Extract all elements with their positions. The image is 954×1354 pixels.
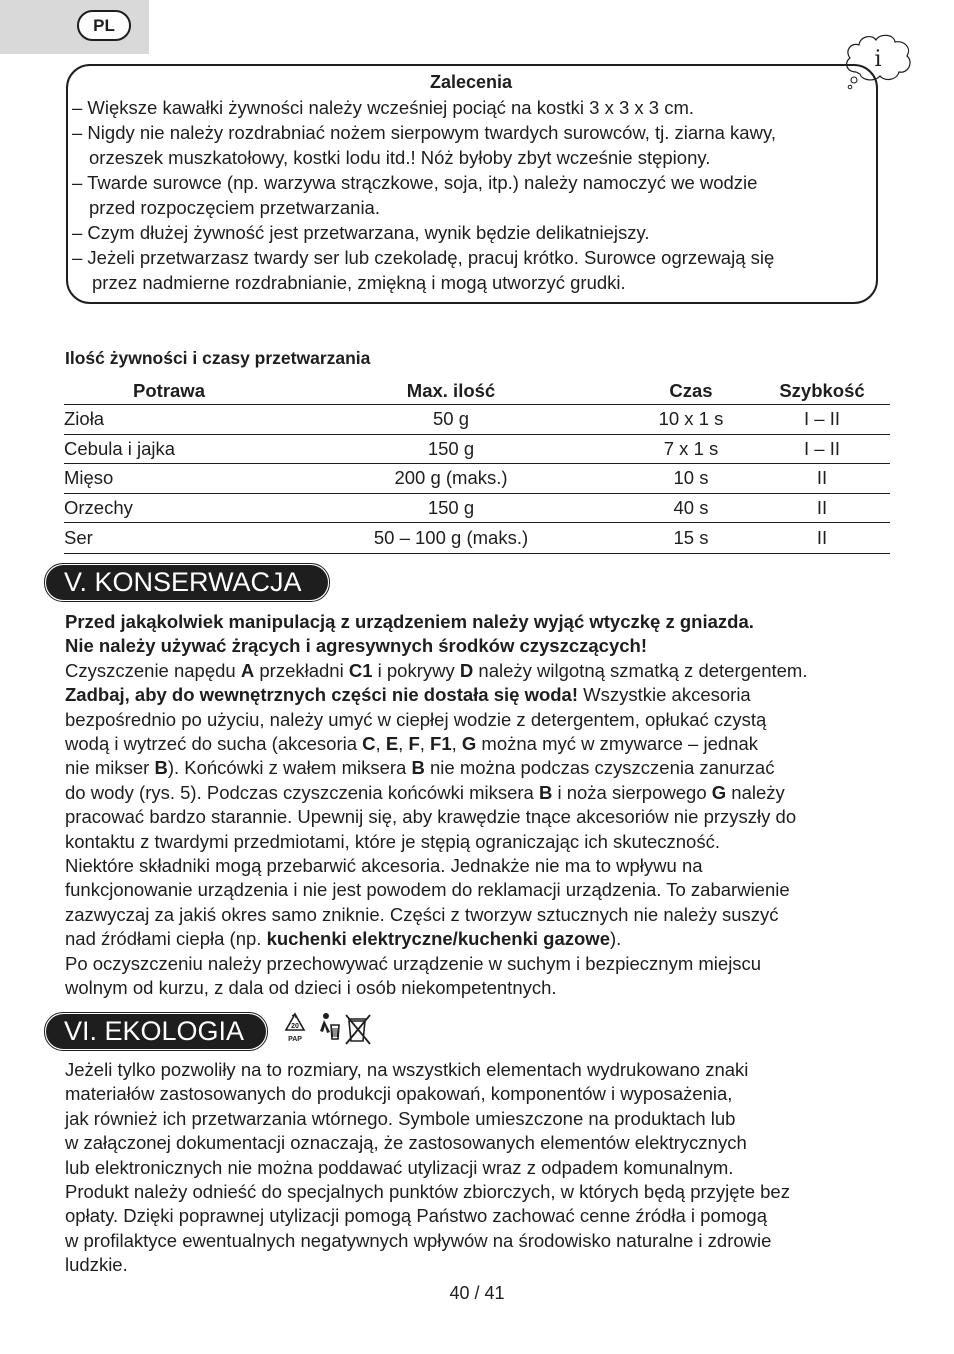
text: Po oczyszczeniu należy przechowywać urządzenie w suchym i bezpiecznym miejscu [65, 952, 762, 974]
table-row [64, 523, 890, 554]
recycle-icon [286, 1014, 304, 1043]
bold-text: F [408, 733, 420, 754]
table-header-row [64, 377, 890, 405]
paragraph-line [65, 977, 557, 999]
paragraph-line [65, 806, 796, 828]
table-cell: Orzechy [64, 493, 274, 523]
table-cell: 150 g [274, 434, 628, 464]
table-cell: II [754, 523, 890, 554]
tips-line: przed rozpoczęciem przetwarzania. [89, 197, 380, 218]
bold-text: B [538, 781, 553, 803]
text: ). [609, 928, 622, 950]
bold-text: D [459, 659, 474, 681]
text: zazwyczaj za jakiś okres samo zniknie. Części z tworzyw sztucznych nie należy suszyć [65, 903, 779, 925]
bold-text: A [240, 659, 255, 681]
section-title-text: VI. EKOLOGIA [64, 1016, 245, 1046]
bold-text: Nie należy używać żrących i agresywnych środków czyszczących! [65, 635, 647, 657]
text: i pokrywy [372, 659, 460, 681]
table-cell: 50 – 100 g (maks.) [274, 523, 628, 554]
paragraph-line [65, 879, 790, 901]
table-cell: 10 x 1 s [628, 405, 754, 435]
table-cell: I – II [754, 405, 890, 435]
table-cell: 10 s [628, 464, 754, 494]
text: wodą i wytrzeć do sucha (akcesoria [65, 733, 363, 754]
text: Czyszczenie napędu [65, 659, 241, 681]
text: nad źródłami ciepła (np. [65, 928, 267, 950]
section-title-ekologia [46, 1014, 266, 1049]
text: funkcjonowanie urządzenia i nie jest powodem do reklamacji urządzenia. To zabarwienie [65, 879, 790, 901]
bold-text: Przed jakąkolwiek manipulacją z urządzeniem należy wyjąć wtyczkę z gniazda. [65, 611, 754, 632]
table-heading: Ilość żywności i czasy przetwarzania [65, 348, 371, 368]
text: i noża sierpowego [552, 781, 712, 803]
recycle-label: PAP [288, 1036, 302, 1043]
tips-line: – Większe kawałki żywności należy wcześniej pociąć na kostki 3 x 3 x 3 cm. [72, 97, 695, 118]
table-cell: II [754, 493, 890, 523]
paragraph-line [65, 831, 720, 853]
paragraph-line [65, 611, 754, 633]
text: bezpośrednio po użyciu, należy umyć w ciepłej wodzie z detergentem, opłukać czystą [65, 708, 767, 730]
text: kontaktu z twardymi przedmiotami, które je stępią ograniczając ich skuteczność. [65, 830, 720, 852]
text: wolnym od kurzu, z dala od dzieci i osób niekompetentnych. [65, 977, 557, 998]
recycle-code: 20 [291, 1023, 299, 1030]
table-row [64, 434, 890, 464]
text: Niektóre składniki mogą przebarwić akcesoria. Jednakże nie ma to wpływu na [65, 855, 703, 876]
paragraph-line [65, 635, 647, 657]
text: pracować bardzo starannie. Upewnij się, aby krawędzie tnące akcesoriów nie przyszły do [65, 806, 797, 828]
table-cell: 40 s [628, 493, 754, 523]
table-row [64, 464, 890, 494]
tips-line: – Czym dłużej żywność jest przetwarzana, wynik będzie delikatniejszy. [72, 222, 650, 243]
table-row [64, 493, 890, 523]
processing-table [64, 377, 890, 554]
text: można myć w zmywarce – jednak [476, 733, 758, 754]
table-cell: Zioła [64, 405, 274, 435]
table-header-cell: Czas [628, 377, 754, 405]
language-badge: PL [77, 10, 131, 41]
text: nie mikser [65, 757, 155, 779]
bold-text: C1 [348, 659, 373, 681]
paragraph-line [65, 928, 621, 950]
paragraph-line: w załączonej dokumentacji oznaczają, że zastosowanych elementów elektrycznych [65, 1132, 747, 1154]
table-header-cell: Potrawa [64, 377, 274, 405]
table-cell: II [754, 464, 890, 494]
text: nie można podczas czyszczenia zanurzać [424, 757, 775, 779]
section-title-text: V. KONSERWACJA [64, 567, 302, 597]
text: przekładni [254, 659, 349, 681]
paragraph-line [65, 953, 761, 975]
table-row [64, 405, 890, 435]
paragraph-line [65, 904, 779, 926]
paragraph-line: w profilaktyce ewentualnych negatywnych wpływów na środowisko naturalne i zdrowie [65, 1229, 772, 1251]
text: , [451, 733, 462, 754]
text: ). Końcówki z wałem miksera [167, 757, 412, 779]
table-cell: I – II [754, 434, 890, 464]
text: , [419, 733, 431, 754]
bold-text: C [362, 733, 376, 754]
paragraph-line [65, 757, 774, 779]
text: do wody (rys. 5). Podczas czyszczenia końcówki miksera [65, 781, 539, 803]
text: , [375, 733, 386, 754]
paragraph-line [65, 733, 758, 755]
paragraph-line [65, 782, 785, 804]
paragraph-line [65, 855, 703, 877]
bold-text: Zadbaj, aby do wewnętrznych części nie dostała się woda! [65, 684, 579, 706]
paragraph-line [65, 684, 751, 706]
table-cell: Ser [64, 523, 274, 554]
eco-icons [282, 1011, 374, 1049]
table-header-cell: Max. ilość [274, 377, 628, 405]
tips-line: – Twarde surowce (np. warzywa strączkowe, soja, itp.) należy namoczyć we wodzie [72, 172, 758, 193]
section-title-konserwacja [46, 565, 328, 600]
bold-text: G [461, 733, 477, 754]
bold-text: F1 [430, 733, 452, 754]
table-cell: Cebula i jajka [64, 434, 274, 464]
tips-line: – Nigdy nie należy rozdrabniać nożem sierpowym twardych surowców, tj. ziarna kawy, [72, 122, 776, 143]
tips-line: – Jeżeli przetwarzasz twardy ser lub czekoladę, pracuj krótko. Surowce ogrzewają się [72, 247, 775, 268]
paragraph-line: materiałów zastosowanych do produkcji opakowań, komponentów i wyposażenia, [65, 1083, 733, 1105]
table-header-cell: Szybkość [754, 377, 890, 405]
bold-text: G [711, 781, 727, 803]
paragraph-line: opłaty. Dzięki poprawnej utylizacji pomogą Państwo zachować cenne źródła i pomogą [65, 1205, 768, 1227]
paragraph-line: Jeżeli tylko pozwoliły na to rozmiary, na wszystkich elementach wydrukowano znaki [65, 1059, 749, 1080]
svg-text:i: i [874, 47, 882, 72]
paragraph-line: Produkt należy odnieść do specjalnych punktów zbiorczych, w których będą przyjęte bez [65, 1181, 790, 1202]
table-cell: 7 x 1 s [628, 434, 754, 464]
paragraph-line: lub elektronicznych nie można poddawać utylizacji wraz z odpadem komunalnym. [65, 1156, 734, 1178]
page-number: 40 / 41 [449, 1283, 505, 1303]
tips-line: przez nadmierne rozdrabnianie, zmiękną i mogą utworzyć grudki. [92, 272, 626, 293]
bold-text: E [385, 733, 399, 754]
table-cell: Mięso [64, 464, 274, 494]
paragraph-line [65, 709, 766, 731]
paragraph-line [65, 660, 807, 682]
paragraph-line: jak również ich przetwarzania wtórnego. Symbole umieszczone na produktach lub [65, 1107, 736, 1129]
text: , [398, 733, 409, 754]
tips-title: Zalecenia [429, 72, 513, 92]
bold-text: B [154, 757, 168, 779]
table-cell: 15 s [628, 523, 754, 554]
weee-crossed-bin-icon [346, 1015, 370, 1044]
table-cell: 50 g [274, 405, 628, 435]
text: należy [726, 781, 785, 803]
bold-text: kuchenki elektryczne/kuchenki gazowe [266, 928, 610, 950]
table-cell: 200 g (maks.) [274, 464, 628, 494]
table-cell: 150 g [274, 493, 628, 523]
bold-text: B [411, 757, 425, 779]
tidyman-icon [320, 1013, 339, 1039]
tips-line: orzeszek muszkatołowy, kostki lodu itd.! Nóż byłoby zbyt wcześnie stępiony. [89, 147, 711, 168]
text: należy wilgotną szmatką z detergentem. [473, 659, 808, 681]
paragraph-line: ludzkie. [65, 1254, 128, 1276]
text: Wszystkie akcesoria [578, 684, 751, 706]
